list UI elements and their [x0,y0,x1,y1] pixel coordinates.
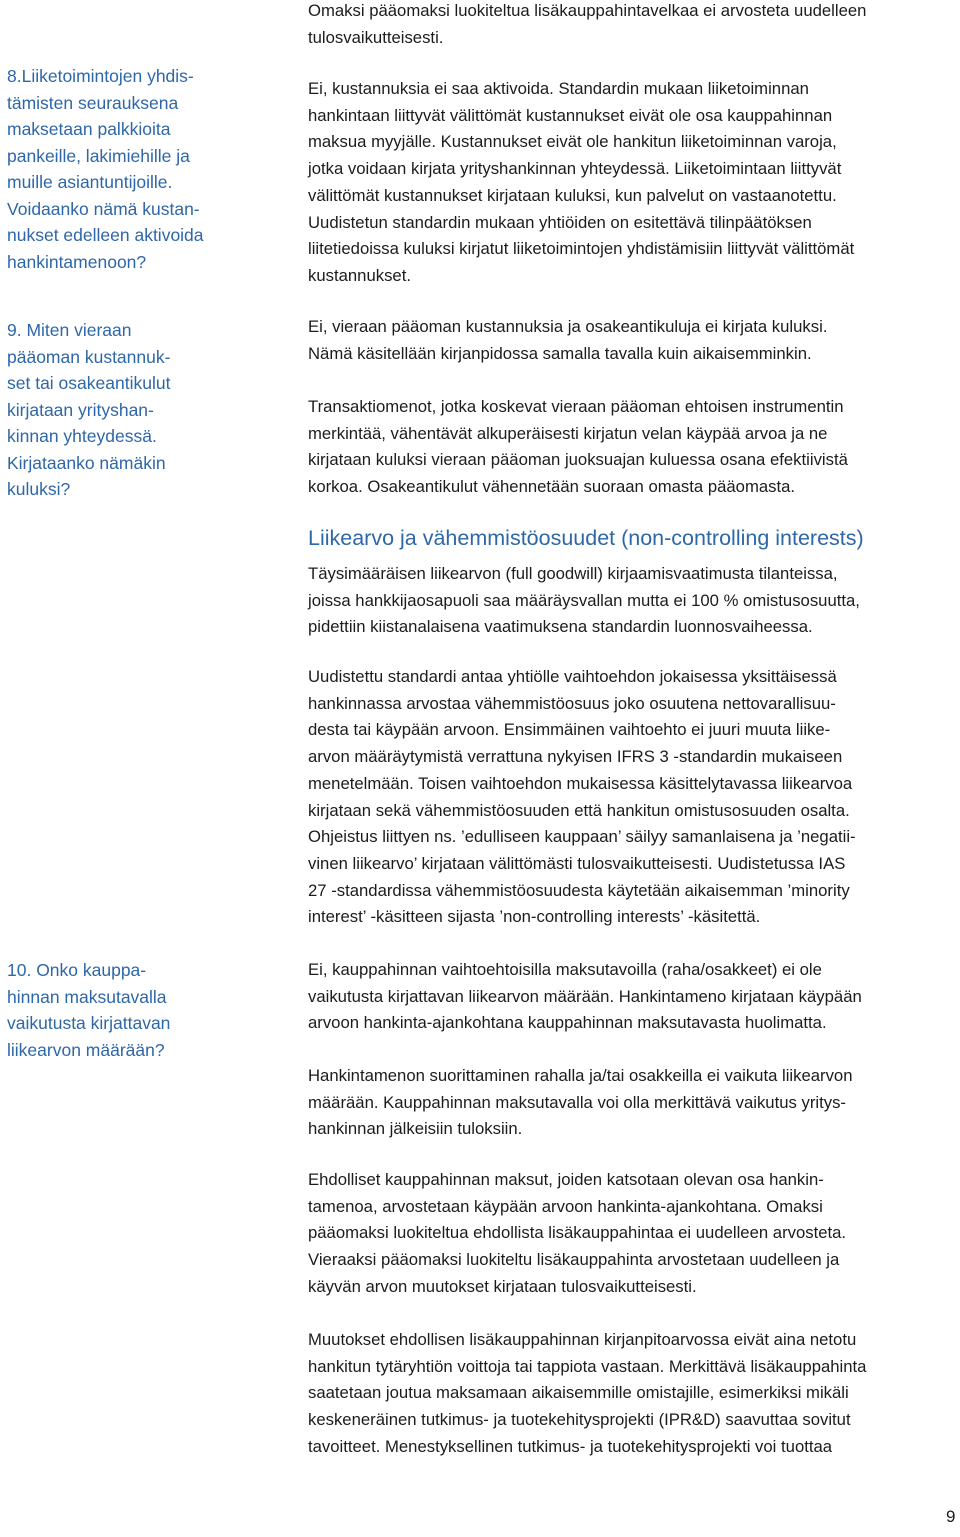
paragraph-goodwill-1: Täysimääräisen liikearvon (full goodwill) kirjaamisvaatimusta tilanteissa, joissa hankkijaosapuoli saa määräysvallan mutta ei 100 % omistusosuutta, pidettiin kiistanalaisena vaatimuksena standardin luonnosvaiheessa. [308,564,860,637]
answer-10 [308,957,956,1037]
paragraph-answer-9a: Ei, vieraan pääoman kustannuksia ja osakeantikuluja ei kirjata kuluksi. Nämä käsitellään kirjanpidossa samalla tavalla kuin aikaisemminkin. [308,317,828,363]
paragraph-goodwill-2: Uudistettu standardi antaa yhtiölle vaihtoehdon jokaisessa yksittäisessä hankinnassa arvostaa vähemmistöosuus joko osuutena nettovarallisuu- desta tai käypään arvoon. Ensimmäinen vaihtoehto ei juuri muuta liike- arvon määräytymistä verrattuna nykyisen IFRS 3 -standardin mukaiseen menetelmään. Toisen vaihtoehdon mukaisessa käsittelytavassa liikearvoa kirjataan sekä vähemmistöosuuden että hankitun omistusosuuden osalta. Ohjeistus liittyen ns. ’edulliseen kauppaan’ säilyy samanlaisena ja ’negatii- vinen liikearvo’ kirjataan välittömästi tulosvaikutteisesti. Uudistetussa IAS 27 -standardissa vähemmistöosuudesta käytetään aikaisemman ’minority interest’ -käsitteen sijasta ’non-controlling interests’ -käsitettä. [308,667,856,927]
paragraph-answer-10d: Muutokset ehdollisen lisäkauppahinnan kirjanpitoarvossa eivät aina netotu hankitun tytäryhtiön voittoja tai tappiota vastaan. Merkittävä lisäkauppahinta saatetaan joutua maksamaan aikaisemmille omistajille, esimerkiksi mikäli keskeneräinen tutkimus- ja tuotekehitysprojekti (IPR&D) saavuttaa sovitut tavoitteet. Menestyksellinen tutkimus- ja tuotekehitysprojekti voi tuottaa [308,1330,867,1456]
answer-10-b [308,1063,956,1143]
answer-9-continued [308,394,956,501]
answer-8 [308,76,956,290]
goodwill-intro [308,561,956,641]
question-10: 10. Onko kauppa- hinnan maksutavalla vaikutusta kirjattavan liikearvon määrään? [7,960,171,1060]
goodwill-body [308,664,956,931]
paragraph-answer-9b: Transaktiomenot, jotka koskevat vieraan pääoman ehtoisen instrumentin merkintää, vähentävät alkuperäisesti kirjatun velan käypää arvoa ja ne kirjataan kuluksi vieraan pääoman juoksuajan kuluessa osana efektiivistä korkoa. Osakeantikulut vähennetään suoraan omasta pääomasta. [308,397,848,497]
paragraph-answer-10b: Hankintamenon suorittaminen rahalla ja/tai osakkeilla ei vaikuta liikearvon määrään. Kauppahinnan maksutavalla voi olla merkittävä vaikutus yritys- hankinnan jälkeisiin tuloksiin. [308,1066,853,1139]
answer-10-c [308,1167,956,1301]
section-heading: Liikearvo ja vähemmistöosuudet (non-controlling interests) [308,526,864,550]
answer-9 [308,314,956,367]
paragraph-answer-10a: Ei, kauppahinnan vaihtoehtoisilla maksutavoilla (raha/osakkeet) ei ole vaikutusta kirjattavan liikearvon määrään. Hankintameno kirjataan käypään arvoon hankinta-ajankohtana kauppahinnan maksutavasta huolimatta. [308,960,862,1033]
section-heading-wrap [308,524,956,552]
question-8: 8.Liiketoimintojen yhdis- tämisten seurauksena maksetaan palkkioita pankeille, lakimiehille ja muille asiantuntijoille. Voidaanko nämä kustan- nukset edelleen aktivoida hankintamenoon? [7,66,204,272]
paragraph-top: Omaksi pääomaksi luokiteltua lisäkauppahintavelkaa ei arvosteta uudelleen tulosvaikutteisesti. [308,1,867,47]
paragraph-answer-8: Ei, kustannuksia ei saa aktivoida. Standardin mukaan liiketoiminnan hankintaan liittyvät välittömät kustannukset eivät ole osa kauppahinnan maksua myyjälle. Kustannukset eivät ole hankitun liiketoiminnan varoja, jotka voidaan kirjata yrityshankinnan yhteydessä. Liiketoimintaan liittyvät välittömät kustannukset kirjataan kuluksi, kun palvelut on vastaanotettu. Uudistetun standardin mukaan yhtiöiden on esitettävä tilinpäätöksen liitetiedoissa kuluksi kirjatut liiketoimintojen yhdistämisiin liittyvät välittömät kustannukset. [308,79,855,285]
answer-10-d [308,1327,956,1461]
page-number: 9 [946,1507,956,1526]
continued-paragraph [308,0,956,51]
question-9: 9. Miten vieraan pääoman kustannuk- set tai osakeantikulut kirjataan yrityshan- kinnan yhteydessä. Kirjataanko nämäkin kuluksi? [7,320,171,499]
paragraph-answer-10c: Ehdolliset kauppahinnan maksut, joiden katsotaan olevan osa hankin- tamenoa, arvostetaan käypään arvoon hankinta-ajankohtana. Omaksi pääomaksi luokiteltua ehdollista lisäkauppahintaa ei uudelleen arvosteta. Vieraaksi pääomaksi luokiteltu lisäkauppahinta arvostetaan uudelleen ja käyvän arvon muutokset kirjataan tulosvaikutteisesti. [308,1170,847,1296]
